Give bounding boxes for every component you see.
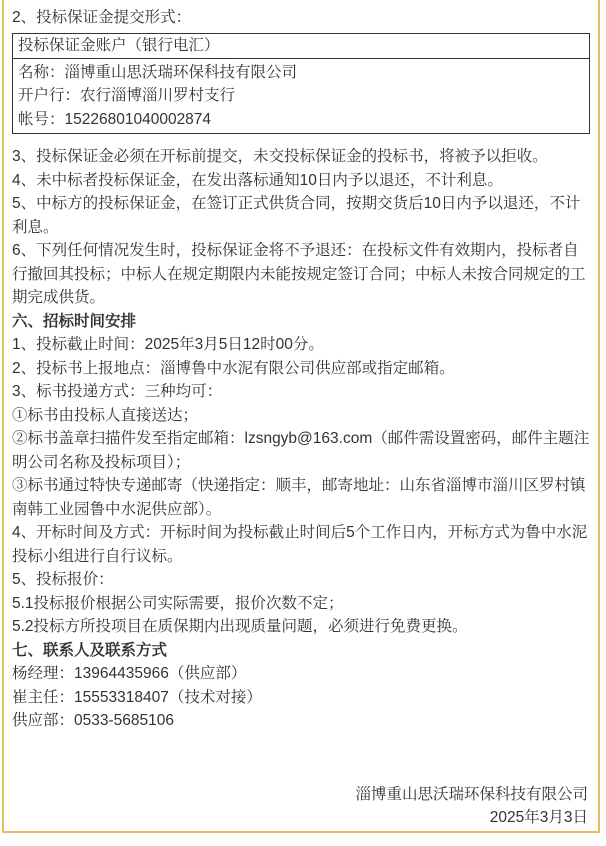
deposit-form-intro: 2、投标保证金提交形式： bbox=[12, 9, 192, 26]
deposit-term-6: 6、下列任何情况发生时，投标保证金将不予退还：在投标文件有效期内，投标者自行撤回其投标；中标人在规定期限内未能按规定签订合同；中标人未按合同规定的工期完成供货。 bbox=[12, 242, 586, 306]
contact-manager-yang: 杨经理：13964435966（供应部） bbox=[12, 665, 247, 682]
table-row bbox=[13, 58, 590, 134]
section-six-title: 六、招标时间安排 bbox=[12, 312, 137, 330]
deposit-term-5: 5、中标方的投标保证金，在签订正式供货合同，按期交货后10日内予以退还，不计利息。 bbox=[12, 195, 581, 236]
signature-date: 2025年3月3日 bbox=[489, 809, 588, 826]
signature-company-name: 淄博重山思沃瑞环保科技有限公司 bbox=[355, 785, 588, 803]
section-six-item-4: 4、开标时间及方式：开标时间为投标截止时间后5个工作日内，开标方式为鲁中水泥投标小组进行自行议标。 bbox=[12, 524, 588, 565]
deposit-account-bank: 开户行：农行淄博淄川罗村支行 bbox=[18, 87, 236, 104]
deposit-account-name: 名称：淄博重山思沃瑞环保科技有限公司 bbox=[18, 63, 298, 81]
section-six-item-3b: ②标书盖章扫描件发至指定邮箱：lzsngyb@163.com（邮件需设置密码，邮件主题注明公司名称及投标项目）； bbox=[12, 430, 590, 471]
document-body bbox=[4, 0, 598, 830]
section-six-item-5-1: 5.1投标报价根据公司实际需要，报价次数不定； bbox=[12, 594, 344, 612]
tender-notice-page bbox=[2, 0, 600, 833]
section-seven-title: 七、联系人及联系方式 bbox=[12, 641, 168, 659]
contact-director-cui: 崔主任：15553318407（技术对接） bbox=[12, 688, 262, 706]
section-six-item-3: 3、标书投递方式：三种均可： bbox=[12, 383, 223, 400]
signature-block bbox=[12, 783, 590, 830]
deposit-account-details-cell bbox=[13, 58, 590, 134]
contact-supply-dept: 供应部：0533-5685106 bbox=[12, 712, 174, 729]
section-six-item-2: 2、投标书上报地点：淄博鲁中水泥有限公司供应部或指定邮箱。 bbox=[12, 359, 455, 377]
deposit-account-table-header: 投标保证金账户（银行电汇） bbox=[13, 33, 590, 58]
deposit-account-table bbox=[12, 33, 590, 135]
section-six-item-1: 1、投标截止时间：2025年3月5日12时00分。 bbox=[12, 336, 324, 353]
section-six-item-3c: ③标书通过特快专递邮寄（快递指定：顺丰，邮寄地址：山东省淄博市淄川区罗村镇南韩工业园鲁中水泥供应部）。 bbox=[12, 477, 586, 518]
deposit-account-number: 帐号：15226801040002874 bbox=[18, 110, 212, 128]
deposit-term-3: 3、投标保证金必须在开标前提交，未交投标保证金的投标书，将被予以拒收。 bbox=[12, 148, 548, 165]
section-six-item-5: 5、投标报价： bbox=[12, 571, 114, 588]
table-row bbox=[13, 33, 590, 58]
section-six-item-3a: ①标书由投标人直接送达； bbox=[12, 406, 199, 424]
deposit-term-4: 4、未中标者投标保证金，在发出落标通知10日内予以退还，不计利息。 bbox=[12, 171, 503, 189]
section-six-item-5-2: 5.2投标方所投项目在质保期内出现质量问题，必须进行免费更换。 bbox=[12, 618, 468, 635]
